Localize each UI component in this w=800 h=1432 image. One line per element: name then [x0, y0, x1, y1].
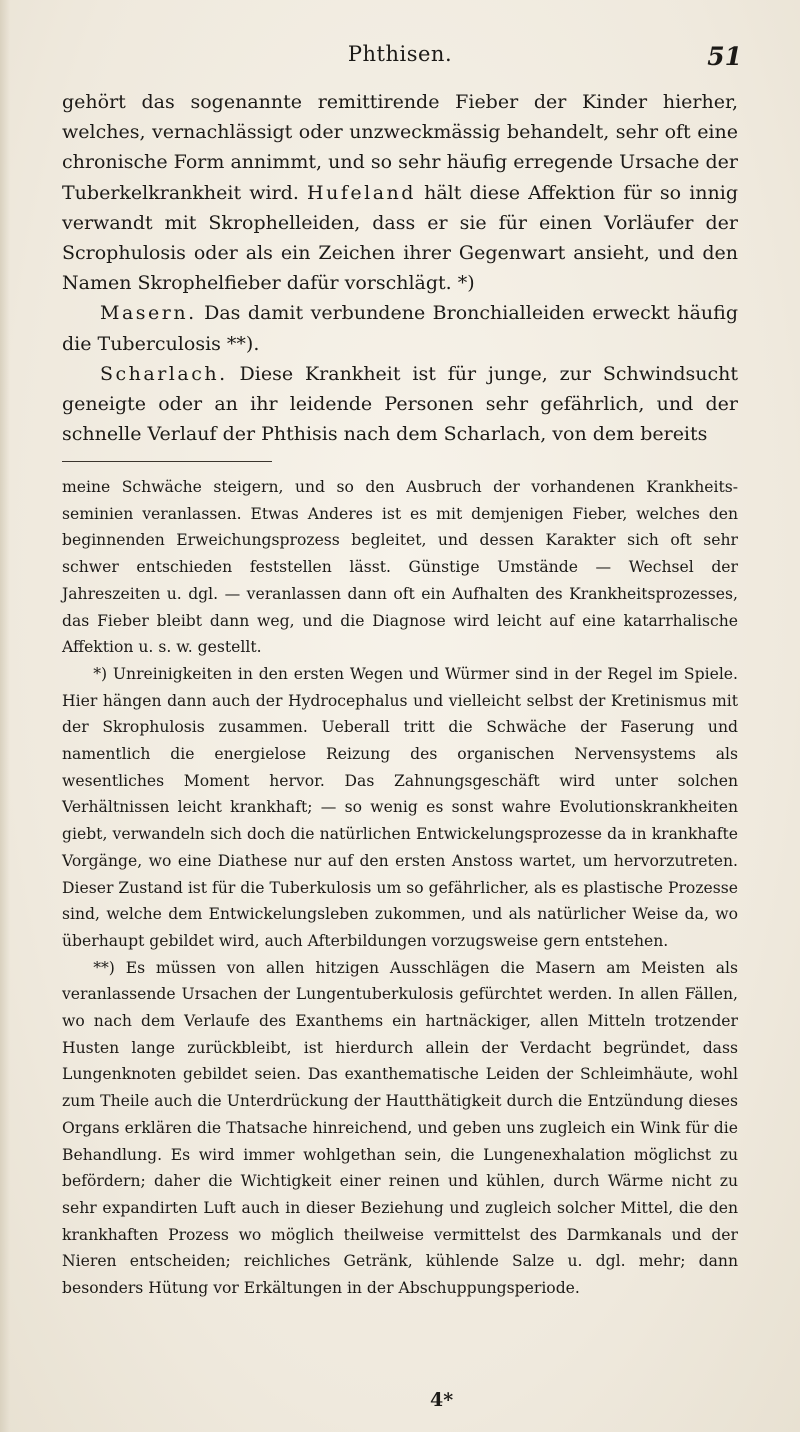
paragraph-measles	[62, 298, 738, 358]
page-edge-shadow	[0, 0, 10, 1432]
paragraph-fever-text: gehört das sogenannte remittirende Fieber der Kinder hierher, welches, vernachlässigt oder unzweckmässig behandelt, sehr oft eine chronische Form annimmt, und so sehr häufig erregende Ursache der Tuberkelkrankheit wird.	[62, 91, 738, 204]
paragraph-scarlet-text: Diese Krankheit ist für junge, zur Schwindsucht geneigte oder an ihr leidende Personen sehr gefährlich, und der schnelle Verlauf der Phthisis nach dem Scharlach, von dem bereits	[62, 362, 739, 446]
main-text	[62, 87, 738, 449]
footnote-continuation: meine Schwäche steigern, und so den Ausbruch der vorhandenen Krankheits-seminien veranlassen. Etwas Anderes ist es mit demjenigen Fieber, welches den beginnenden Erweichungsprozess begleitet, und dessen Karakter sich oft sehr schwer entschieden feststellen lässt. Günstige Umstände — Wechsel der Jahreszeiten u. dgl. — veranlassen dann oft ein Aufhalten des Krankheitsprozesses, das Fieber bleibt dann weg, und die Diagnose wird leicht auf eine katarrhalische Affektion u. s. w. gestellt.	[62, 478, 738, 657]
paragraph-measles-text: Das damit verbundene Bronchialleiden erweckt häufig die Tuberculosis **).	[62, 302, 738, 355]
footnotes	[62, 474, 738, 1302]
term-scarlet: Scharlach.	[100, 362, 228, 385]
signature-mark: 4*	[430, 1389, 454, 1411]
author-name-hufeland: Hufeland	[307, 181, 416, 204]
paragraph-fever	[62, 87, 738, 298]
term-measles: Masern.	[100, 302, 197, 325]
paragraph-fever-continued: hält diese Affektion für so innig verwandt mit Skrophelleiden, dass er sie für einen Vorläufer der Scrophulosis oder als ein Zeichen ihrer Gegenwart ansieht, und den Namen Skrophelfieber dafür vorschlägt. *)	[62, 181, 738, 295]
running-title: Phthisen.	[347, 42, 453, 66]
page-number: 51	[707, 42, 742, 71]
paragraph-scarlet	[62, 359, 738, 450]
footnote-1: *) Unreinigkeiten in den ersten Wegen und Würmer sind in der Regel im Spiele. Hier hängen dann auch der Hydrocephalus und vielleicht selbst der Kretinismus mit der Skrophulosis zusammen. Ueberall tritt die Schwäche der Faserung und namentlich die energielose Reizung des organischen Nervensystems als wesentliches Moment hervor. Das Zahnungsgeschäft wird unter solchen Verhältnissen leicht krankhaft; — so wenig es sonst wahre Evolutionskrankheiten giebt, verwandeln sich doch die natürlichen Entwickelungsprozesse da in krankhafte Vorgänge, wo eine Diathese nur auf den ersten Anstoss wartet, um hervorzutreten. Dieser Zustand ist für die Tuberkulosis um so gefährlicher, als es plastische Prozesse sind, welche dem Entwickelungsleben zukommen, und als natürlicher Weise da, wo überhaupt gebildet wird, auch Afterbildungen vorzugsweise gern entstehen.	[62, 664, 738, 950]
page-header	[0, 38, 800, 78]
footnote-2: **) Es müssen von allen hitzigen Ausschlägen die Masern am Meisten als veranlassende Ursachen der Lungentuberkulosis gefürchtet werden. In allen Fällen, wo nach dem Verlaufe des Exanthems ein hartnäckiger, allen Mitteln trotzender Husten lange zurückbleibt, ist hierdurch allein der Verdacht begründet, dass Lungenknoten gebildet seien. Das exanthematische Leiden der Schleimhäute, wohl zum Theile auch die Unterdrückung der Hautthätigkeit durch die Entzündung dieses Organs erklären die Thatsache hinreichend, und geben uns zugleich ein Wink für die Behandlung. Es wird immer wohlgethan sein, die Lungenexhalation möglichst zu befördern; daher die Wichtigkeit einer reinen und kühlen, durch Wärme nicht zu sehr expandirten Luft auch in dieser Beziehung und zugleich solcher Mittel, die den krankhaften Prozess wo möglich theilweise vermittelst des Darmkanals und der Nieren entscheiden; reichliches Getränk, kühlende Salze u. dgl. mehr; dann besonders Hütung vor Erkältungen in der Abschuppungsperiode.	[62, 958, 738, 1298]
footnote-rule	[62, 461, 272, 462]
